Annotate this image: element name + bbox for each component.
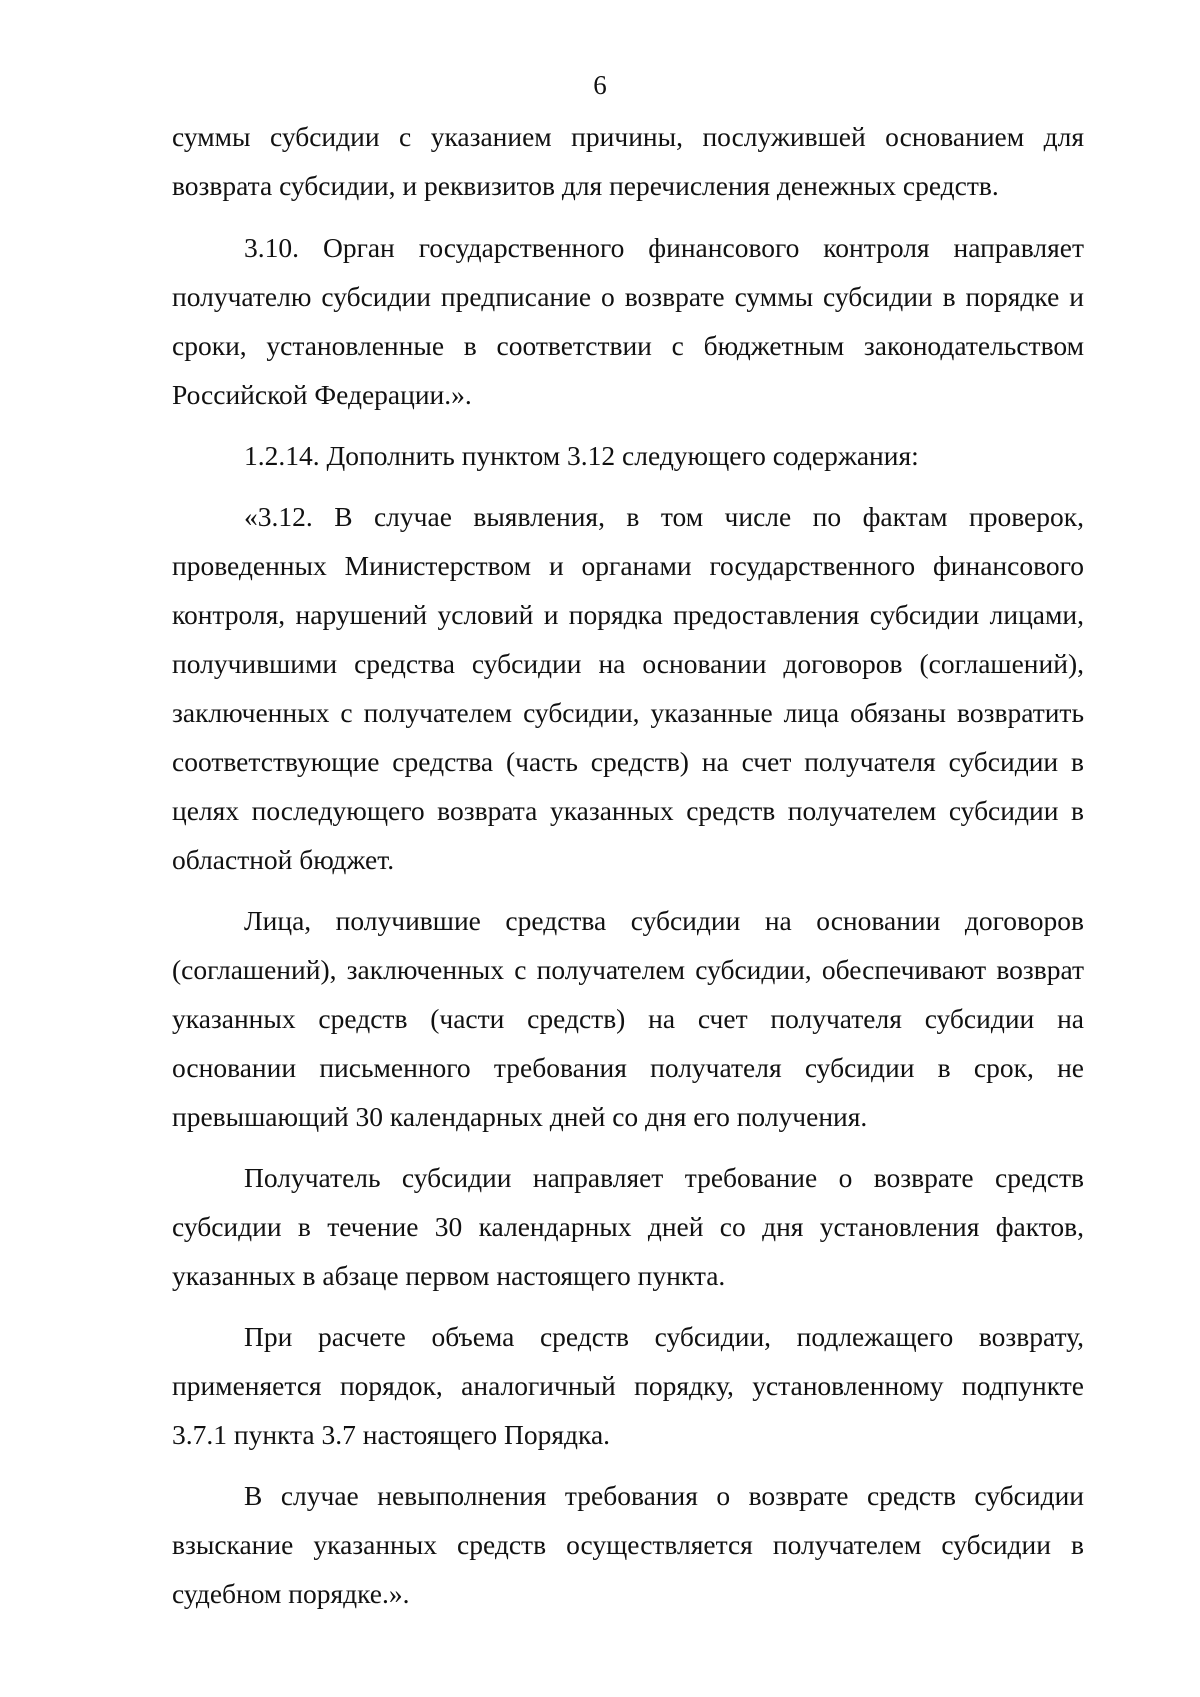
paragraph-judicial-recovery: В случае невыполнения требования о возврате средств субсидии взыскание указанных средств осуществляется получателем субсидии в судебном порядке.». [172, 1480, 1084, 1609]
paragraph-calculation: При расчете объема средств субсидии, подлежащего возврату, применяется порядок, аналогичный порядку, установленному подпункте 3.7.1 пункта 3.7 настоящего Порядка. [172, 1321, 1084, 1450]
paragraph-3-12: «3.12. В случае выявления, в том числе по фактам проверок, проведенных Министерством и органами государственного финансового контроля, нарушений условий и порядка предоставления субсидии лицами, получившими средства субсидии на основании договоров (соглашений), заключенных с получателем субсидии, указанные лица обязаны возвратить соответствующие средства (часть средств) на счет получателя субсидии в целях последующего возврата указанных средств получателем субсидии в областной бюджет. [172, 501, 1084, 875]
paragraph-persons-return: Лица, получившие средства субсидии на основании договоров (соглашений), заключенных с получателем субсидии, обеспечивают возврат указанных средств (части средств) на счет получателя субсидии на основании письменного требования получателя субсидии в срок, не превышающий 30 календарных дней со дня его получения. [172, 905, 1084, 1132]
paragraph-1-2-14: 1.2.14. Дополнить пунктом 3.12 следующего содержания: [244, 440, 919, 471]
paragraph-recipient-request: Получатель субсидии направляет требование о возврате средств субсидии в течение 30 календарных дней со дня установления фактов, указанных в абзаце первом настоящего пункта. [172, 1162, 1084, 1291]
page-number: 6 [593, 70, 607, 100]
paragraph-3-10: 3.10. Орган государственного финансового контроля направляет получателю субсидии предписание о возврате суммы субсидии в порядке и сроки, установленные в соответствии с бюджетным законодательством Российской Федерации.». [172, 232, 1084, 410]
document-body [172, 112, 1084, 1630]
paragraph-continuation: суммы субсидии с указанием причины, послужившей основанием для возврата субсидии, и реквизитов для перечисления денежных средств. [172, 121, 1084, 201]
